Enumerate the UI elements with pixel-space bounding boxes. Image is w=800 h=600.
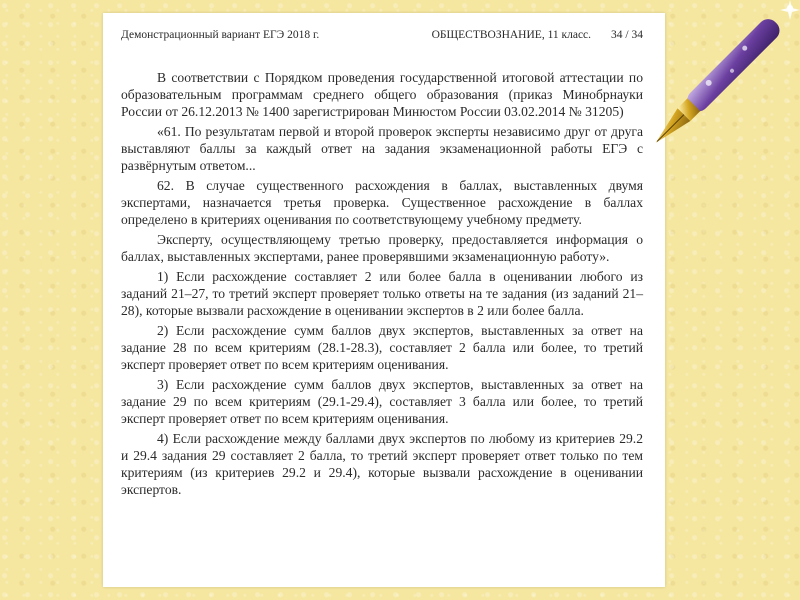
fountain-pen-icon	[640, 0, 800, 160]
document-page	[103, 13, 665, 587]
page-number: 34 / 34	[611, 29, 643, 41]
paragraph-third-check: Эксперту, осуществляющему третью проверку, предоставляется информация о баллах, выставленных экспертами, ранее проверявшими экзаменационную работу».	[121, 232, 643, 264]
rule-4: 4) Если расхождение между баллами двух экспертов по любому из критериев 29.2 и 29.4 задания 29 составляет 2 балла, то третий эксперт проверяет ответ только по тем критериям (из критериев 29.2 и 29.4), которые вызвали расхождение в оценивании экспертов.	[121, 431, 643, 497]
paragraph-61: «61. По результатам первой и второй проверок эксперты независимо друг от друга выставляют баллы за каждый ответ на задания экзаменационной работы ЕГЭ с развёрнутым ответом...	[121, 124, 643, 173]
paragraph-intro: В соответствии с Порядком проведения государственной итоговой аттестации по образовательным программам среднего общего образования (приказ Минобрнауки России от 26.12.2013 № 1400 зарегистрирован Минюстом России 03.02.2014 № 31205)	[121, 70, 643, 119]
header-title: Демонстрационный вариант ЕГЭ 2018 г.	[121, 29, 320, 41]
header-subject: ОБЩЕСТВОЗНАНИЕ, 11 класс.	[431, 29, 592, 41]
document-body	[121, 69, 643, 498]
paragraph-62: 62. В случае существенного расхождения в баллах, выставленных двумя экспертами, назначается третья проверка. Существенное расхождение в баллах определено в критериях оценивания по соответствующему учебному предмету.	[121, 178, 643, 227]
rule-2: 2) Если расхождение сумм баллов двух экспертов, выставленных за ответ на задание 28 по всем критериям (28.1-28.3), составляет 2 балла или более, то третий эксперт проверяет ответ по всем критериям оценивания.	[121, 323, 643, 372]
rule-3: 3) Если расхождение сумм баллов двух экспертов, выставленных за ответ на задание 29 по всем критериям (29.1-29.4), составляет 3 балла или более, то третий эксперт проверяет ответ по всем критериям оценивания.	[121, 377, 643, 426]
rule-1: 1) Если расхождение составляет 2 или более балла в оценивании любого из заданий 21–27, то третий эксперт проверяет только ответы на те задания (из заданий 21–28), которые вызвали расхождение в оценивании экспертов в 2 или более балла.	[121, 269, 643, 318]
page-header	[121, 29, 643, 41]
